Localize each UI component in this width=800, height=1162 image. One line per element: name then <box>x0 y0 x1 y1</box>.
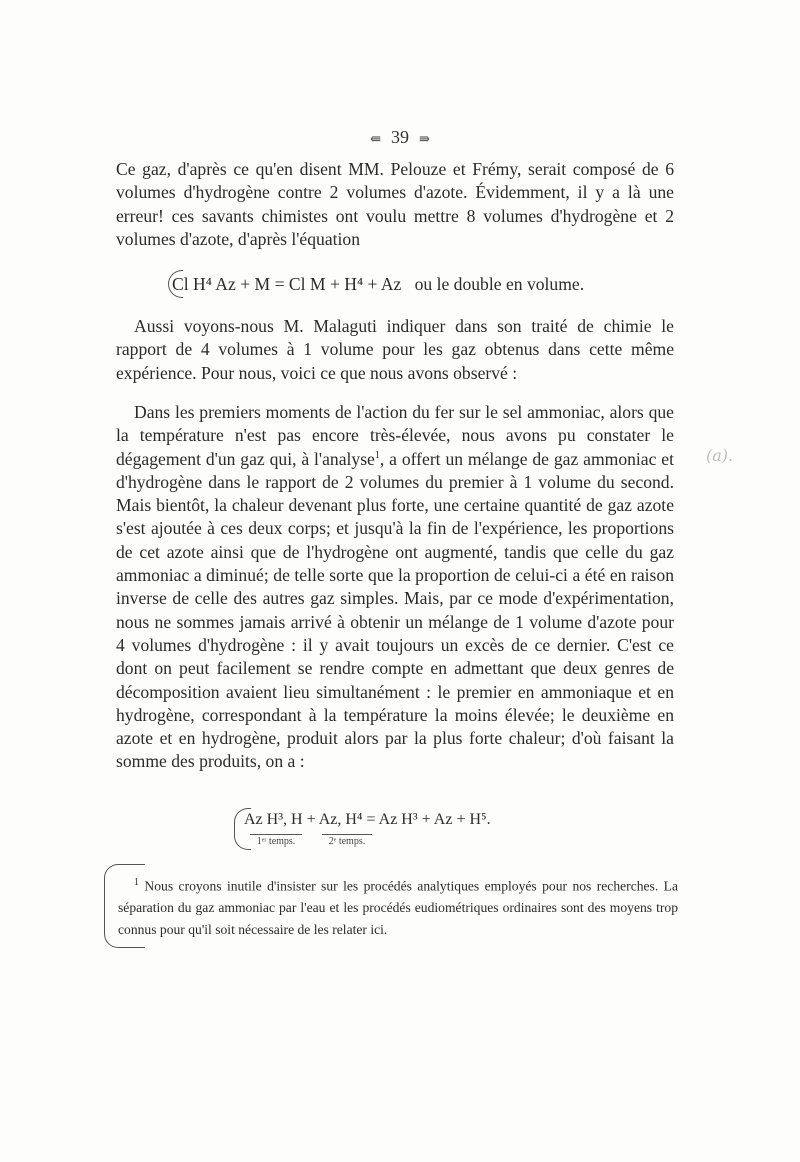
footnote <box>118 872 678 940</box>
paragraph-2: Aussi voyons-nous M. Malaguti indiquer dans son traité de chimie le rapport de 4 volumes à 1 volume pour les gaz obtenus dans cette même expérience. Pour nous, voici ce que nous avons observé : <box>116 316 674 383</box>
equation-1 <box>172 274 584 295</box>
margin-note: (a). <box>706 446 734 465</box>
paragraph-1: Ce gaz, d'après ce qu'en disent MM. Pelouze et Frémy, serait composé de 6 volumes d'hydrogène contre 2 volumes d'azote. Évidemment, il y a là une erreur! ces savants chimistes ont voulu mettre 8 volumes d'hydrogène et 2 volumes d'azote, d'après l'équation <box>116 159 674 249</box>
paragraph-3-part-b: , a offert un mélange de gaz ammoniac et d'hydrogène dans le rapport de 2 volumes du premier à 1 volume du second. Mais bientôt, la chaleur devenant plus forte, une certaine quantité de gaz azote s'est ajoutée à ces deux corps; et jusqu'à la fin de l'expérience, les proportions de cet azote ainsi que de l'hydrogène ont augmenté, tandis que celle du gaz ammoniac a diminué; de telle sorte que la proportion de celui-ci a été en raison inverse de celle des autres gaz simples. Mais, par ce mode d'expérimentation, nous ne sommes jamais arrivé à obtenir un mélange de 1 volume d'azote pour 4 volumes d'hydrogène : il y avait toujours un excès de ce dernier. C'est ce dont on peut facilement se rendre compte en admettant que deux genres de décomposition avaient lieu simultanément : le premier en ammoniaque et en hydrogène, correspondant à la température la moins élevée; le deuxième en azote et en hydrogène, produit alors par la plus forte chaleur; d'où faisant la somme des produits, on a : <box>116 448 674 772</box>
footnote-text: Nous croyons inutile d'insister sur les procédés analytiques employés pour nos recherches. La séparation du gaz ammoniac par l'eau et les procédés eudiométriques ordinaires sont des moyens trop connus pour qu'il soit nécessaire de les relater ici. <box>118 878 678 937</box>
equation-1-tail: ou le double en volume. <box>414 274 585 294</box>
equation-2-label-1: 1ᵉʳ temps. <box>250 834 302 847</box>
equation-2: Az H³, H + Az, H⁴ = Az H³ + Az + H⁵. <box>244 811 491 828</box>
pencil-bracket-eq2 <box>234 808 251 850</box>
footnote-reference[interactable]: 1 <box>374 449 380 461</box>
equation-2-label-2: 2ᵉ temps. <box>322 834 372 847</box>
pencil-bracket-eq1 <box>168 270 183 298</box>
page-number: 39 <box>391 127 409 147</box>
left-ornament-icon: ⇚ <box>370 130 381 146</box>
equation-1-formula: Cl H⁴ Az + M = Cl M + H⁴ + Az <box>172 274 402 294</box>
paragraph-3-part-a: Dans les premiers moments de l'action du fer sur le sel ammoniac, alors que la température n'est pas encore très-élevée, nous avons pu constater le dégagement d'un gaz qui, à l'analyse <box>116 402 674 469</box>
page-header <box>0 127 800 148</box>
pencil-bracket-footnote <box>104 864 145 948</box>
paragraph-3 <box>116 401 674 774</box>
footnote-mark: 1 <box>134 877 139 888</box>
right-ornament-icon: ⇛ <box>419 130 430 146</box>
